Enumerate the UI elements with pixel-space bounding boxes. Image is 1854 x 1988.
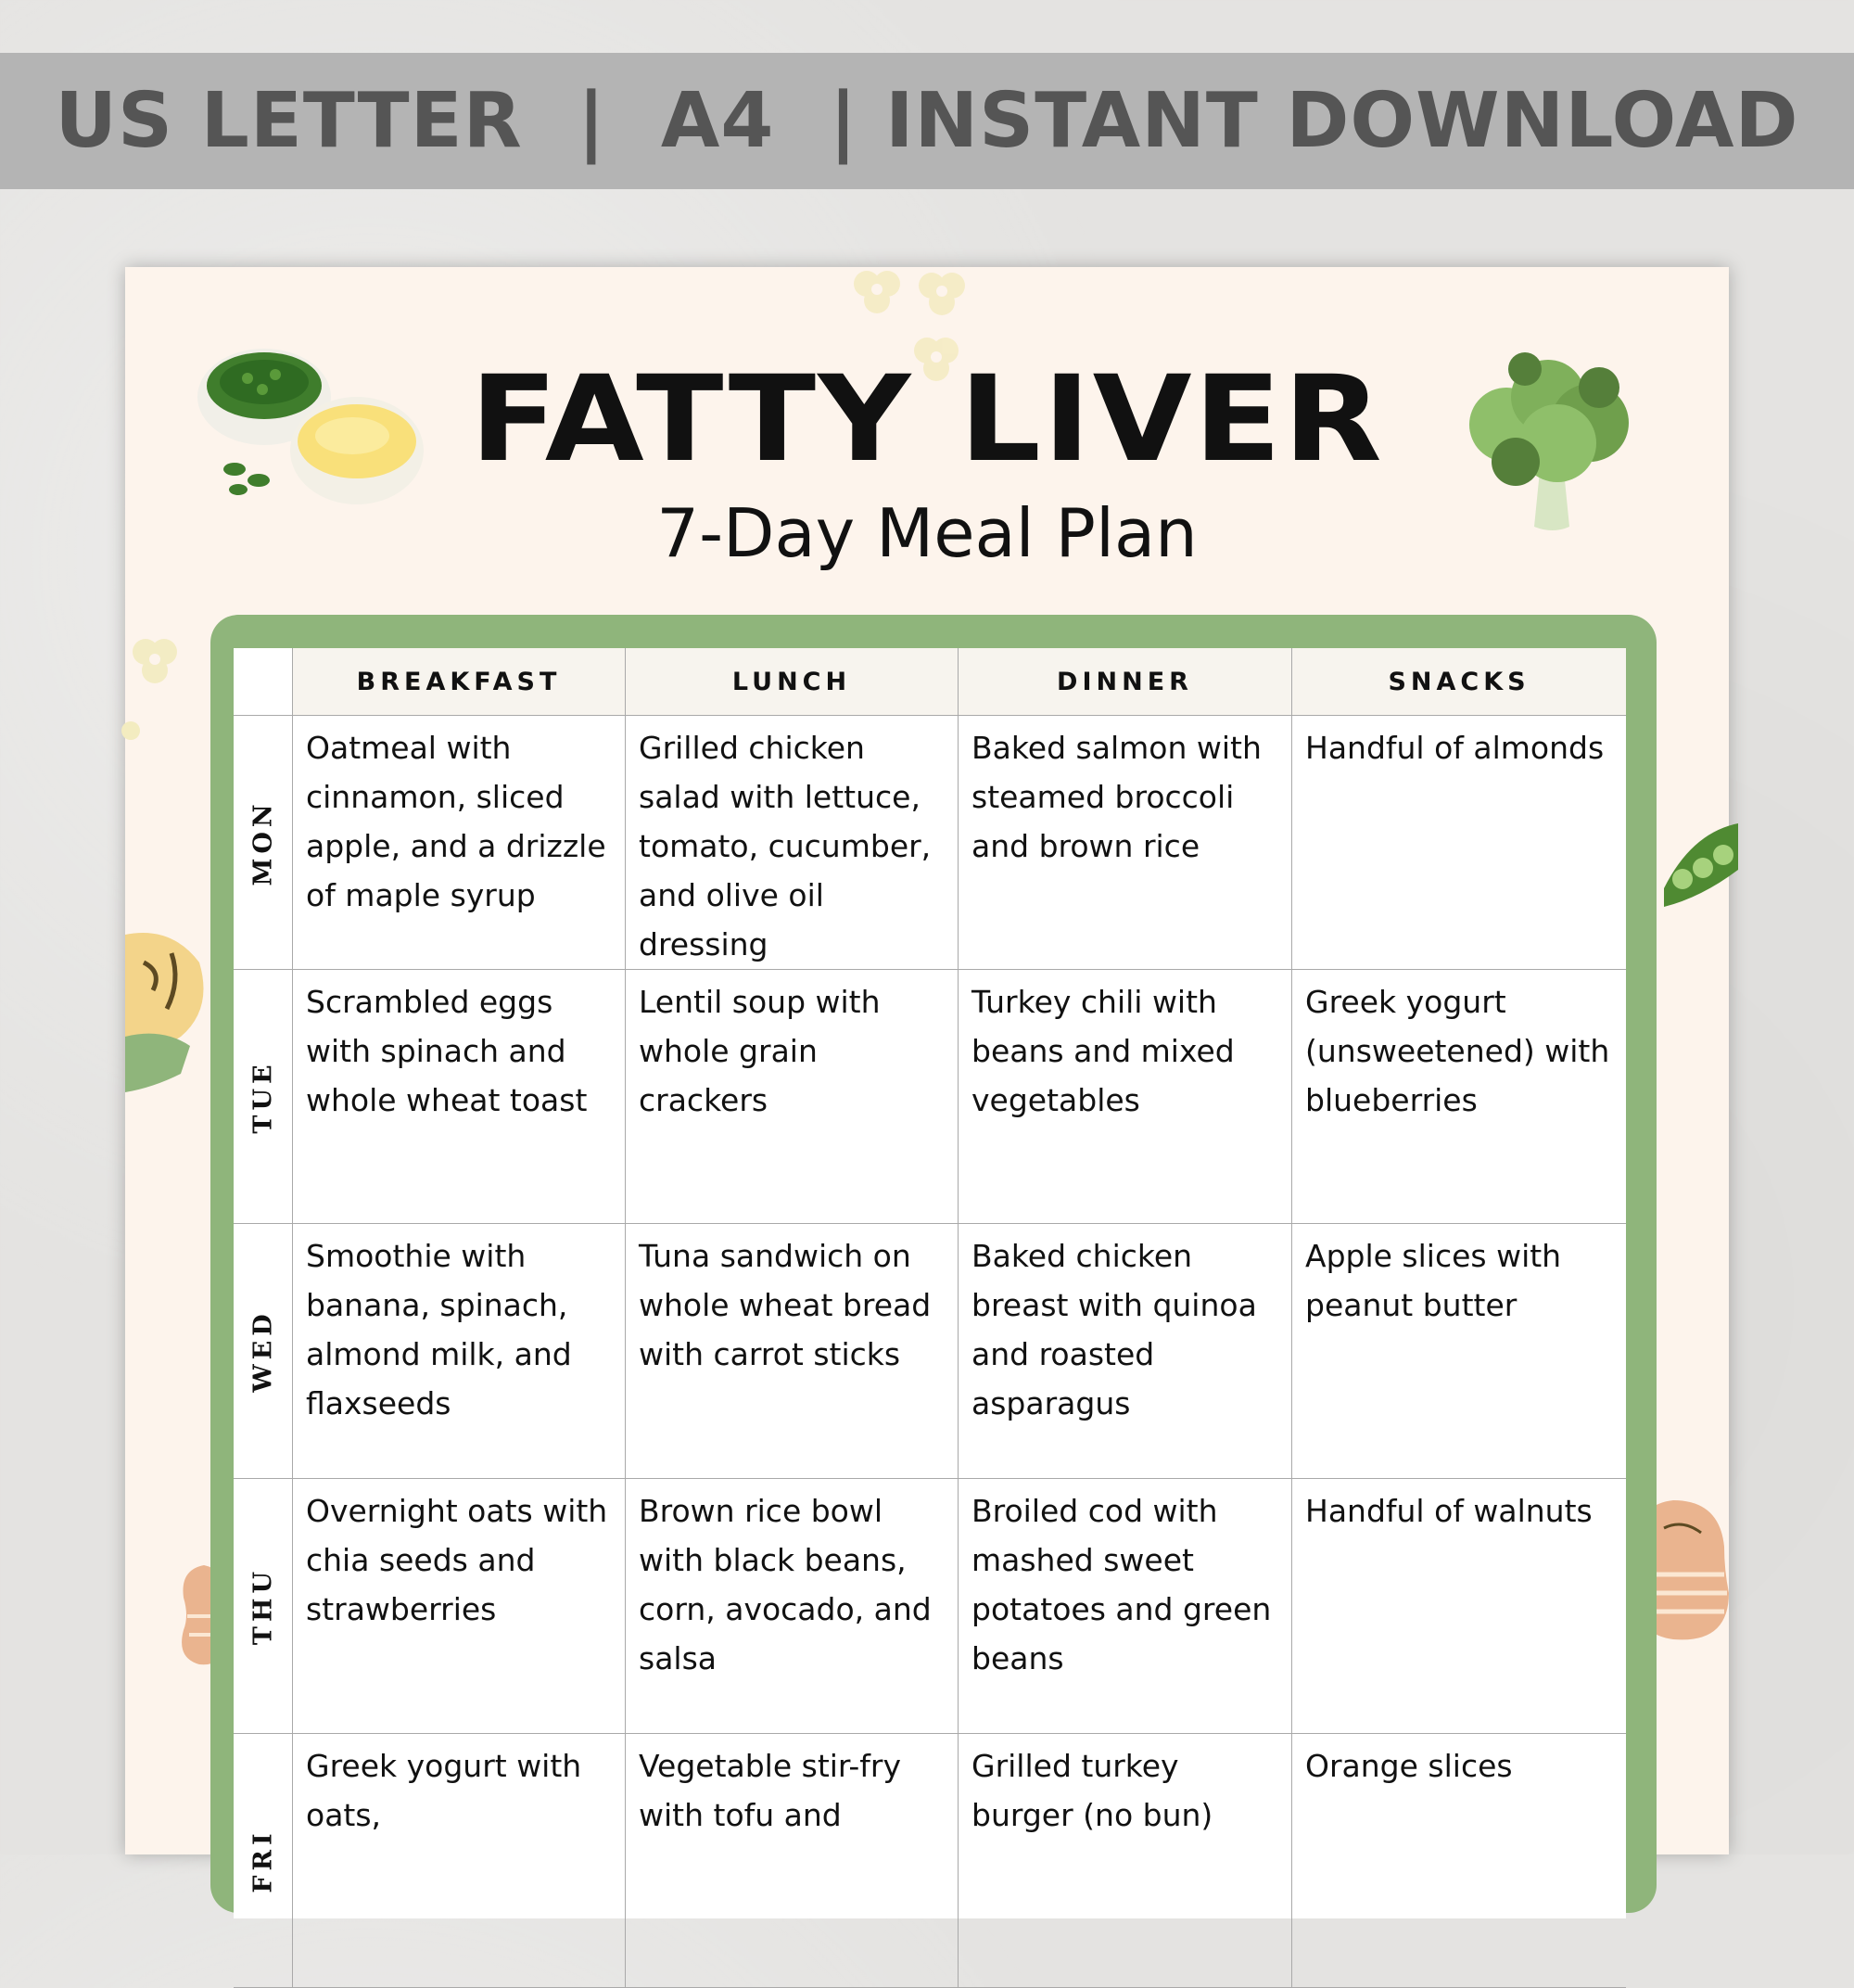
column-header-breakfast: BREAKFAST (293, 648, 626, 716)
meal-cell: Smoothie with banana, spinach, almond milk, and flaxseeds (293, 1224, 626, 1479)
meal-cell: Broiled cod with mashed sweet potatoes and green beans (959, 1479, 1292, 1734)
meal-cell: Oatmeal with cinnamon, sliced apple, and a drizzle of maple syrup (293, 716, 626, 970)
day-label-mon (234, 716, 293, 970)
meal-cell: Turkey chili with beans and mixed vegetables (959, 970, 1292, 1224)
walnut-icon (125, 925, 218, 1102)
meal-cell: Orange slices (1292, 1734, 1626, 1988)
meal-cell: Grilled turkey burger (no bun) (959, 1734, 1292, 1988)
meal-plan-sheet (125, 267, 1729, 1893)
meal-cell: Vegetable stir-fry with tofu and (626, 1734, 959, 1988)
meal-cell: Tuna sandwich on whole wheat bread with carrot sticks (626, 1224, 959, 1479)
flower-icon (125, 633, 190, 754)
meal-cell: Baked salmon with steamed broccoli and brown rice (959, 716, 1292, 970)
column-header-dinner: DINNER (959, 648, 1292, 716)
table-corner (234, 648, 293, 716)
meal-cell: Baked chicken breast with quinoa and roasted asparagus (959, 1224, 1292, 1479)
sheet-title: FATTY LIVER (470, 350, 1384, 489)
column-header-snacks: SNACKS (1292, 648, 1626, 716)
day-text: WED (248, 1309, 277, 1393)
meal-cell: Scrambled eggs with spinach and whole wheat toast (293, 970, 626, 1224)
day-label-wed (234, 1224, 293, 1479)
day-text: THU (248, 1566, 277, 1646)
meal-table-frame (210, 615, 1657, 1913)
day-text: FRI (248, 1828, 277, 1893)
sheet-subtitle: 7-Day Meal Plan (656, 494, 1198, 572)
meal-cell: Greek yogurt (unsweetened) with blueberries (1292, 970, 1626, 1224)
peapod-icon (1655, 814, 1738, 916)
meal-cell: Grilled chicken salad with lettuce, tomato, cucumber, and olive oil dressing (626, 716, 959, 970)
meal-cell: Handful of walnuts (1292, 1479, 1626, 1734)
meal-cell: Brown rice bowl with black beans, corn, avocado, and salsa (626, 1479, 959, 1734)
column-header-lunch: LUNCH (626, 648, 959, 716)
meal-cell: Greek yogurt with oats, (293, 1734, 626, 1988)
meal-cell: Lentil soup with whole grain crackers (626, 970, 959, 1224)
top-banner (0, 53, 1854, 189)
meal-cell: Overnight oats with chia seeds and strawberries (293, 1479, 626, 1734)
day-label-fri (234, 1734, 293, 1988)
day-text: MON (248, 798, 277, 886)
day-text: TUE (248, 1059, 277, 1134)
flower-icon (839, 267, 978, 323)
day-label-thu (234, 1479, 293, 1734)
meal-cell: Apple slices with peanut butter (1292, 1224, 1626, 1479)
meal-cell: Handful of almonds (1292, 716, 1626, 970)
day-label-tue (234, 970, 293, 1224)
banner-text: US LETTER | A4 | INSTANT DOWNLOAD (55, 77, 1799, 165)
meal-table (234, 648, 1626, 1918)
